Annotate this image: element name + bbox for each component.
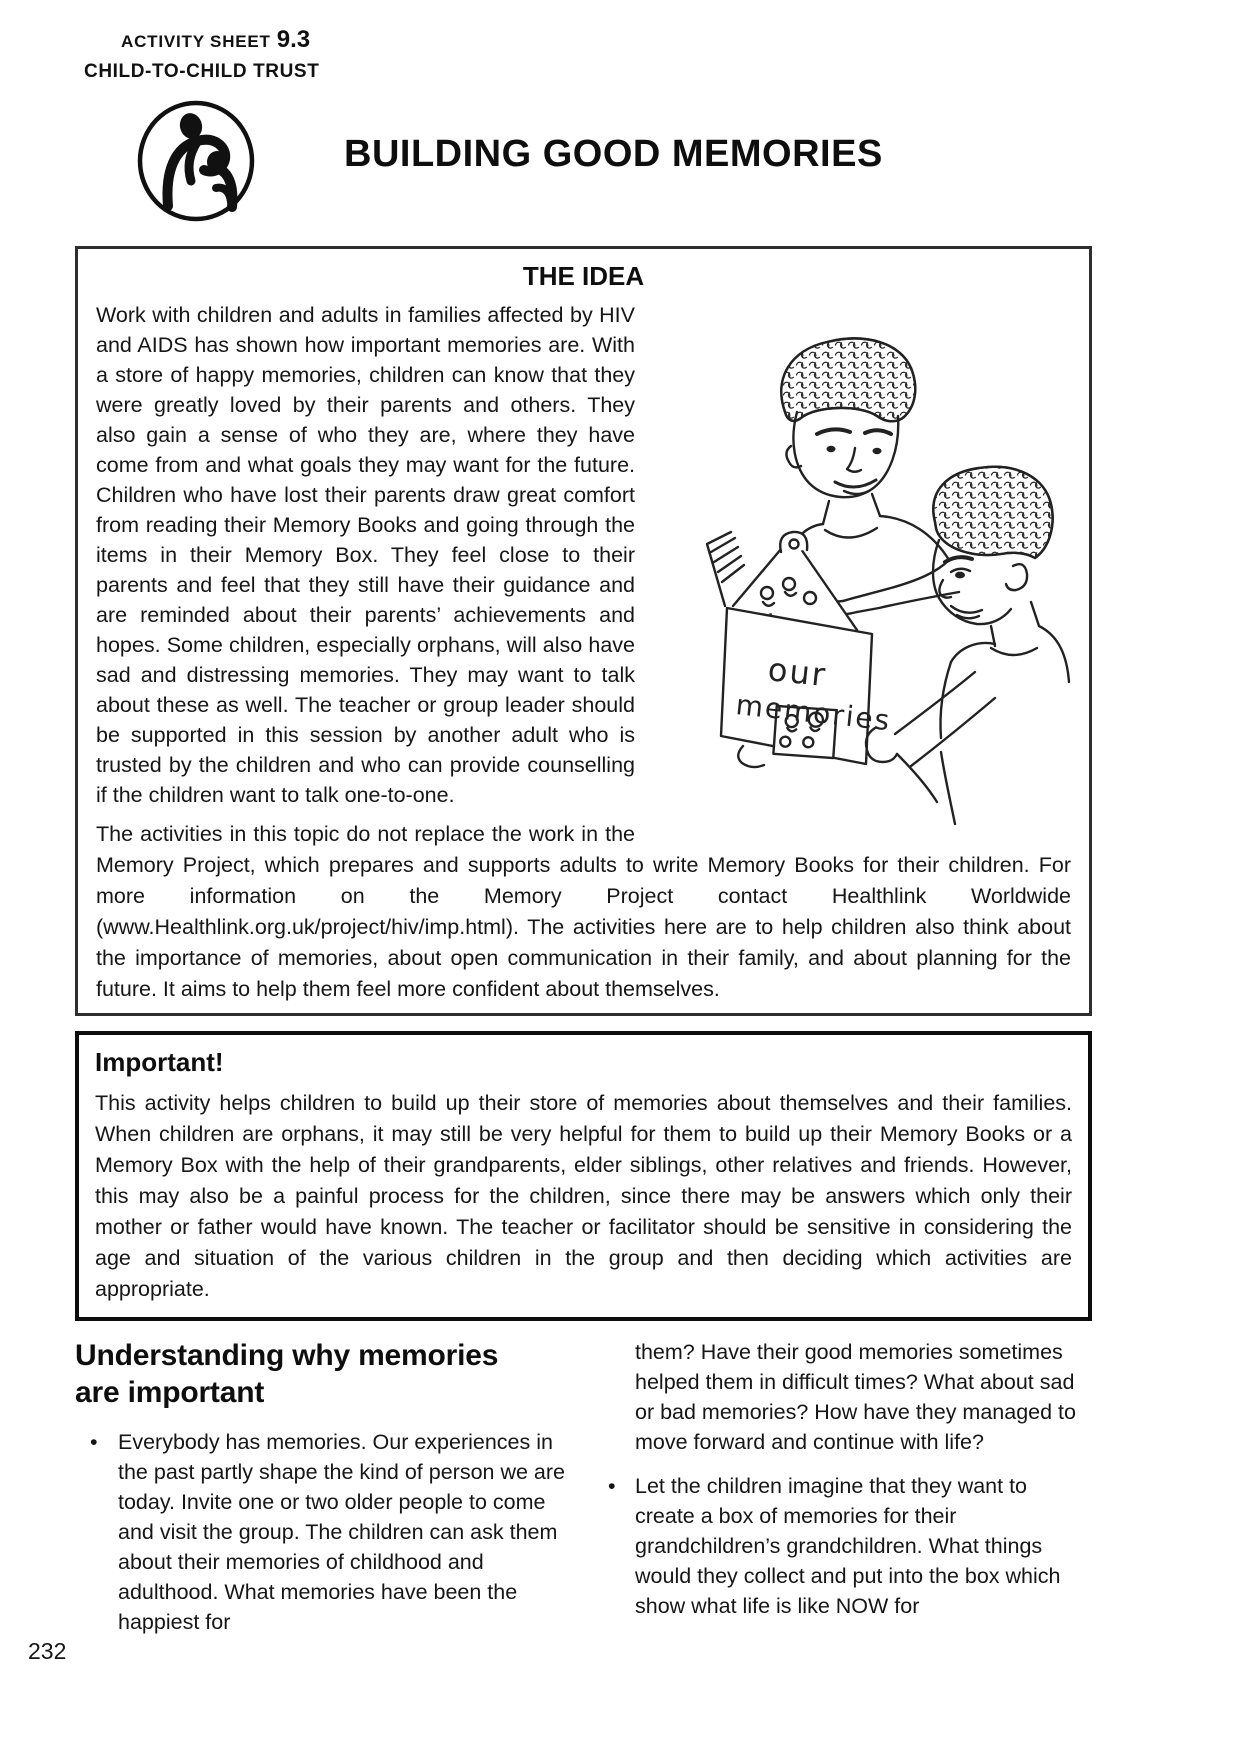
section-heading: Understanding why memories are important bbox=[75, 1339, 499, 1409]
bullet-text: Everybody has memories. Our experiences in the past partly shape the kind of person we are today. Invite one or two older people to come and visit the group. The children can ask them about their memories of childhood and adulthood. What memories have been the happiest for bbox=[118, 1430, 565, 1634]
bullet-icon: • bbox=[90, 1430, 98, 1454]
child-to-child-logo-icon bbox=[134, 99, 258, 223]
idea-heading: THE IDEA bbox=[522, 261, 645, 291]
important-heading: Important! bbox=[95, 1047, 224, 1077]
important-body: This activity helps children to build up their store of memories about themselves and their families. When children are orphans, it may still be very helpful for them to build up their Memory Books or a Memory Box with the help of their grandparents, elder siblings, other relatives and friends. However, this may also be a painful process for the children, since there may be answers which only their mother or father would have known. The teacher or facilitator should be sensitive in considering the age and situation of the various children in the group and then deciding which activities are appropriate. bbox=[95, 1091, 1072, 1301]
activity-sheet-number: 9.3 bbox=[276, 26, 311, 53]
important-box bbox=[75, 1031, 1092, 1321]
activity-sheet-label bbox=[121, 26, 310, 54]
page-title: BUILDING GOOD MEMORIES bbox=[344, 133, 883, 175]
memory-book-illustration bbox=[639, 300, 1071, 840]
right-column bbox=[573, 1337, 1092, 1637]
two-column-section bbox=[75, 1337, 1092, 1637]
activity-sheet-text: ACTIVITY SHEET bbox=[121, 32, 271, 51]
bullet-icon: • bbox=[608, 1474, 616, 1498]
continuation-paragraph: them? Have their good memories sometimes helped them in difficult times? What about sad or bad memories? How have they managed to move forward and continue with life? bbox=[635, 1340, 1076, 1454]
left-column bbox=[75, 1337, 573, 1637]
idea-paragraph-2: The activities in this topic do not replace the work in the Memory Project, which prepares and supports adults to write Memory Books for their children. For more information on the Memory Project contact Healthlink Worldwide (www.Healthlink.org.uk/project/hiv/imp.html). The activities here are to help children also think about the importance of memories, about open communication in their family, and about planning for the future. It aims to help them feel more confident about themselves. bbox=[96, 822, 1071, 1001]
book-title-word-our: our bbox=[766, 650, 829, 695]
bullet-text: Let the children imagine that they want to create a box of memories for their grandchildren’s grandchildren. What things would they collect and put into the box which show what life is like NOW for bbox=[635, 1474, 1061, 1618]
page-number: 232 bbox=[28, 1638, 67, 1664]
organisation-name: CHILD-TO-CHILD TRUST bbox=[84, 61, 320, 82]
list-item bbox=[608, 1471, 1092, 1621]
idea-box bbox=[75, 246, 1092, 1016]
list-item bbox=[90, 1427, 573, 1637]
page-content bbox=[75, 246, 1092, 1637]
book-title-word-memories: memories bbox=[734, 688, 893, 738]
idea-paragraph-1: Work with children and adults in families affected by HIV and AIDS has shown how important memories are. With a store of happy memories, children can know that they were greatly loved by their parents and others. They also gain a sense of who they are, where they have come from and what goals they may want for the future. Children who have lost their parents draw great comfort from reading their Memory Books and going through the items in their Memory Box. They feel close to their parents and feel that they still have their guidance and are reminded about their parents’ achievements and hopes. Some children, especially orphans, will also have sad and distressing memories. They may want to talk about these as well. The teacher or group leader should be supported in this session by another adult who is trusted by the children and who can provide counselling if the children want to talk one-to-one. bbox=[96, 303, 635, 807]
